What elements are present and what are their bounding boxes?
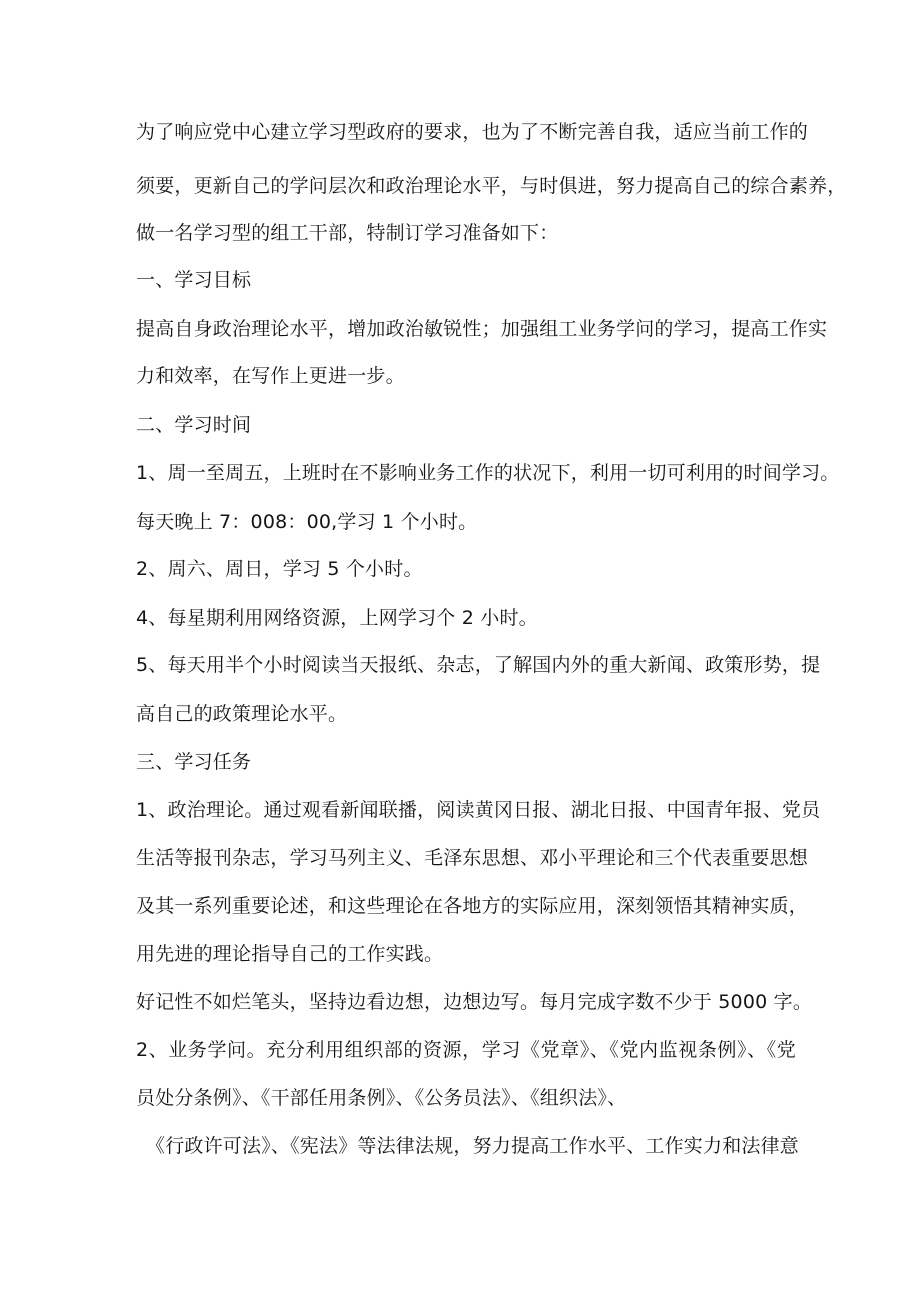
paragraph-line: 《行政许可法》、《宪法》等法律法规，努力提高工作水平、工作实力和法律意 xyxy=(146,1135,800,1157)
section-heading: 二、学习时间 xyxy=(136,414,252,436)
section-heading: 一、学习目标 xyxy=(136,269,252,291)
paragraph-line: 须要，更新自己的学问层次和政治理论水平，与时俱进，努力提高自己的综合素养， xyxy=(136,175,847,197)
paragraph-line: 生活等报刊杂志，学习马列主义、毛泽东思想、邓小平理论和三个代表重要思想 xyxy=(136,847,809,869)
paragraph-line: 1、周一至周五，上班时在不影响业务工作的状况下，利用一切可利用的时间学习。 xyxy=(136,462,840,484)
paragraph-line: 为了响应党中心建立学习型政府的要求，也为了不断完善自我，适应当前工作的 xyxy=(136,121,809,143)
paragraph-line: 4、每星期利用网络资源，上网学习个 2 小时。 xyxy=(136,607,538,629)
paragraph-line: 员处分条例》、《干部任用条例》、《公务员法》、《组织法》、 xyxy=(136,1087,627,1109)
paragraph-line: 提高自身政治理论水平，增加政治敏锐性；加强组工业务学问的学习，提高工作实 xyxy=(136,318,828,340)
paragraph-line: 力和效率，在写作上更进一步。 xyxy=(136,365,405,387)
paragraph-line: 5、每天用半个小时阅读当天报纸、杂志，了解国内外的重大新闻、政策形势，提 xyxy=(136,654,821,676)
paragraph-line: 做一名学习型的组工干部，特制订学习准备如下： xyxy=(136,222,559,244)
paragraph-line: 2、业务学问。充分利用组织部的资源，学习《党章》、《党内监视条例》、《党 xyxy=(136,1039,796,1061)
paragraph-line: 高自己的政策理论水平。 xyxy=(136,703,348,725)
paragraph-line: 2、周六、周日，学习 5 个小时。 xyxy=(136,558,423,580)
paragraph-line: 及其一系列重要论述，和这些理论在各地方的实际应用，深刻领悟其精神实质， xyxy=(136,895,809,917)
paragraph-line: 每天晚上 7：008：00,学习 1 个小时。 xyxy=(136,511,478,533)
section-heading: 三、学习任务 xyxy=(136,751,252,773)
paragraph-line: 用先进的理论指导自己的工作实践。 xyxy=(136,943,444,965)
paragraph-line: 1、政治理论。通过观看新闻联播，阅读黄冈日报、湖北日报、中国青年报、党员 xyxy=(136,799,821,821)
paragraph-line: 好记性不如烂笔头，坚持边看边想，边想边写。每月完成字数不少于 5000 字。 xyxy=(136,991,813,1013)
